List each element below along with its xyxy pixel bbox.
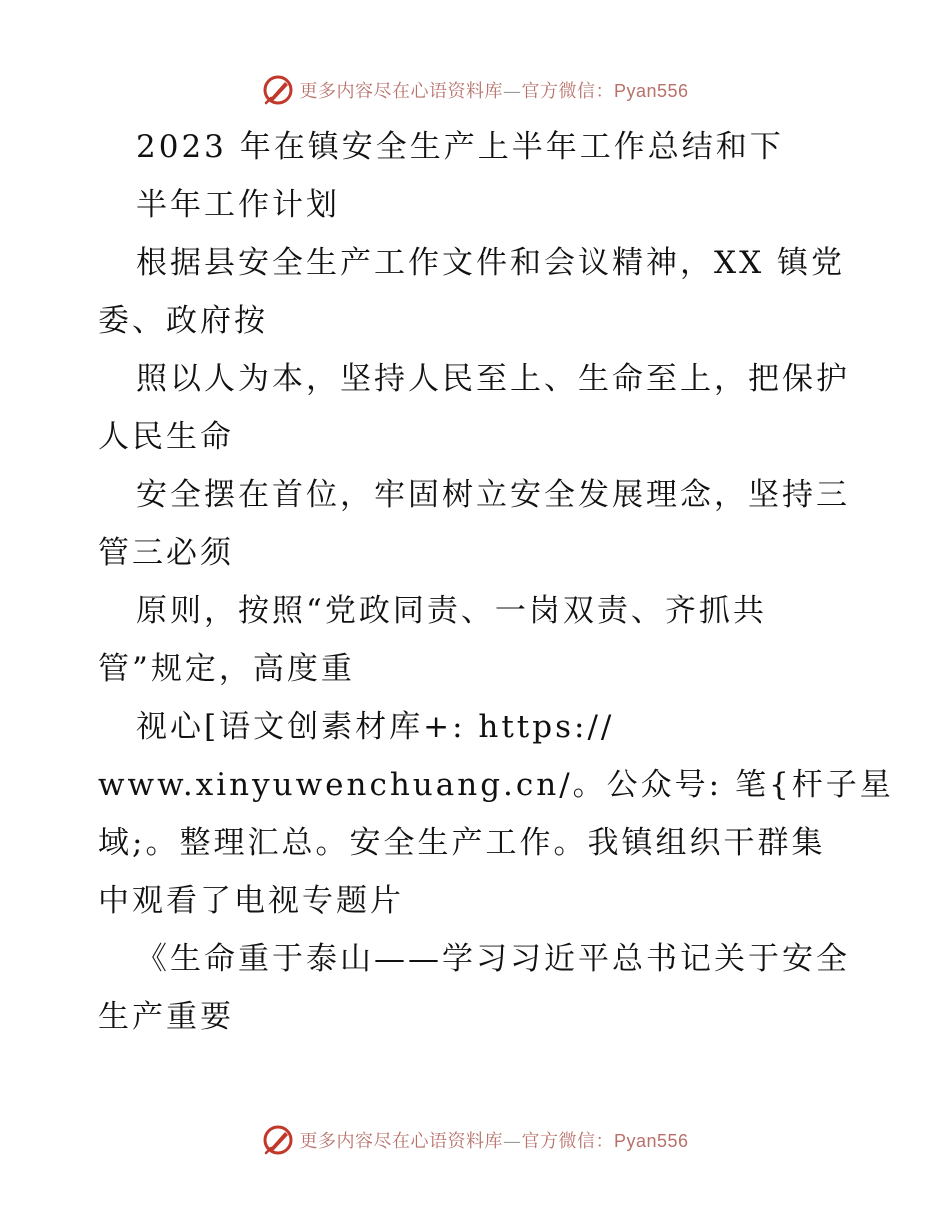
doc-text-line: 中观看了电视专题片 <box>98 883 404 919</box>
doc-text-line: 管”规定，高度重 <box>98 651 355 687</box>
doc-text-line: 人民生命 <box>98 419 234 455</box>
doc-text-line: 域;。整理汇总。安全生产工作。我镇组织干群集 <box>98 825 826 861</box>
quill-pen-logo-icon <box>261 1123 295 1157</box>
quill-pen-logo-icon <box>261 73 295 107</box>
doc-text-line: 照以人为本，坚持人民至上、生命至上，把保护 <box>136 361 850 397</box>
doc-text-line: 委、政府按 <box>98 303 268 339</box>
doc-title-line-2: 半年工作计划 <box>136 187 340 223</box>
doc-text-line: 根据县安全生产工作文件和会议精神，XX 镇党 <box>136 245 845 281</box>
banner-separator: — <box>502 1131 522 1152</box>
banner-official-label: 官方微信： <box>521 81 614 102</box>
doc-text-line: www.xinyuwenchuang.cn/。公众号: 笔{杆子星 <box>98 767 894 803</box>
banner-separator: — <box>502 81 522 102</box>
doc-text-line: 管三必须 <box>98 535 234 571</box>
banner-wechat-id: Pyan556 <box>613 81 689 101</box>
banner-title: 更多内容尽在心语资料库 <box>299 1131 503 1152</box>
footer-watermark-banner <box>0 1120 950 1160</box>
doc-text-line: 《生命重于泰山——学习习近平总书记关于安全 <box>136 941 850 977</box>
doc-text-line: 安全摆在首位，牢固树立安全发展理念，坚持三 <box>136 477 850 513</box>
document-body <box>98 118 894 1046</box>
doc-text-line: 原则，按照“党政同责、一岗双责、齐抓共 <box>136 593 767 629</box>
doc-text-line: 视心[语文创素材库+: https:// <box>136 709 615 745</box>
banner-title: 更多内容尽在心语资料库 <box>299 81 503 102</box>
banner-wechat-id: Pyan556 <box>613 1131 689 1151</box>
header-watermark-banner <box>0 70 950 110</box>
banner-official-label: 官方微信： <box>521 1131 614 1152</box>
doc-text-line: 生产重要 <box>98 999 234 1035</box>
doc-title-line-1: 2023 年在镇安全生产上半年工作总结和下 <box>136 129 784 165</box>
